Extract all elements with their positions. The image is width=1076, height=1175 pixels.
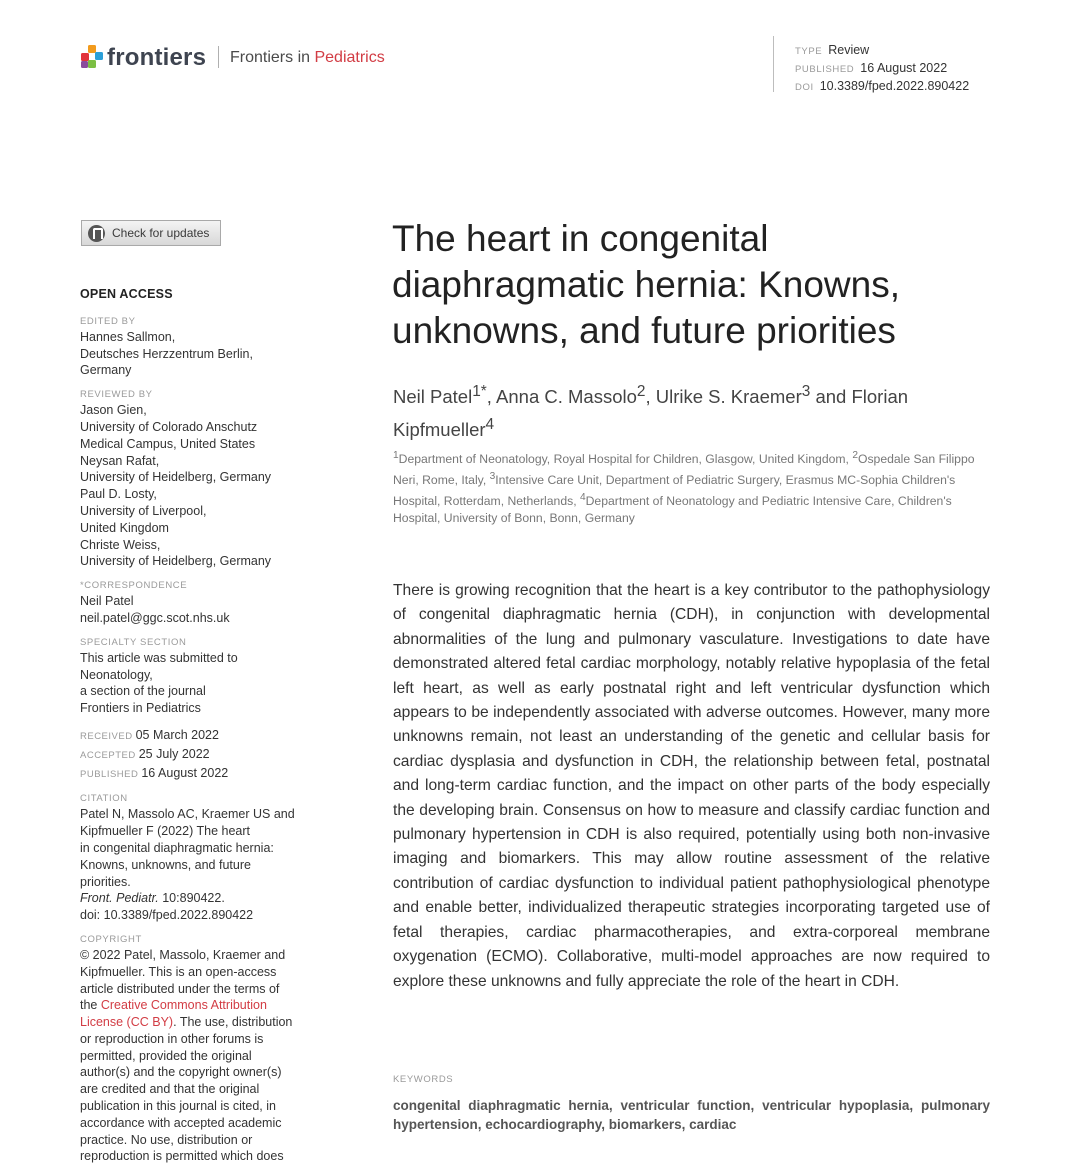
meta-published — [795, 60, 969, 78]
meta-type — [795, 42, 969, 60]
keywords: congenital diaphragmatic hernia, ventricular function, ventricular hypoplasia, pulmonary hypertension, echocardiography, biomarkers, cardiac — [393, 1098, 990, 1132]
affiliation-text: Department of Neonatology and Pediatric Intensive Care, Children's Hospital, University of Bonn, Bonn, Germany — [393, 494, 952, 526]
cc-license-link[interactable]: Creative Commons Attribution — [100, 998, 267, 1013]
specialty-section-block — [80, 650, 320, 717]
brand-name: frontiers — [107, 44, 207, 71]
sidebar-line: University of Heidelberg, Germany — [80, 470, 272, 485]
sidebar-line: are credited and that the original — [80, 1082, 260, 1097]
edited-by-label: EDITED BY — [80, 315, 136, 327]
article-title: The heart in congenital diaphragmatic hernia: Knowns, unknowns, and future priorities — [392, 218, 901, 351]
affiliation-text: Department of Neonatology, Royal Hospital for Children, Glasgow, United Kingdom, — [398, 452, 853, 467]
sidebar-line: Kipfmueller. This is an open-access — [80, 964, 277, 979]
abstract: There is growing recognition that the heart is a key contributor to the pathophysiology of congenital diaphragmatic hernia (CDH), in conjunction with developmental abnormalities of the lung and pulmonary vasculature. Investigations to date have demonstrated altered fetal cardiac morphology, notably relative hypoplasia of the fetal left heart, as well as early postnatal right and left ventricular dysfunction which appears to be independently associated with adverse outcomes. However, many more unknowns remain, not least an understanding of the genetic and cellular basis for cardiac dysplasia and dysfunction in CDH, the relationship between fetal, postnatal and long-term cardiac function, and the impact on other parts of the body especially the developing brain. Consensus on how to measure and classify cardiac function and pulmonary hypertension in CDH is also required, potentially using both non-invasive imaging and biomarkers. This may allow routine assessment of the relative contribution of cardiac dysfunction to individual patient pathophysiological phenotype and enable better, individualized therapeutic strategies incorporating targeted use of fetal therapies, cardiac pharmacotherapies, and extra-corporeal membrane oxygenation (ECMO). Collaborative, multi-model approaches are now required to explore these unknowns and fully appreciate the role of the heart in CDH. — [393, 582, 990, 990]
keywords-label: KEYWORDS — [393, 1074, 454, 1085]
sidebar-line: University of Heidelberg, Germany — [80, 554, 272, 569]
sidebar-line: practice. No use, distribution or — [80, 1132, 253, 1147]
journal-name — [230, 49, 385, 67]
affiliation-text: Intensive Care Unit, Department of Pediatric Surgery, Erasmus MC-Sophia Children's Hospital, Rotterdam, Netherlands, — [393, 473, 956, 509]
sidebar-line: priorities. — [80, 874, 131, 889]
article-meta — [795, 42, 969, 96]
copyright-block — [80, 947, 320, 1165]
meta-label: DOI — [795, 82, 814, 93]
bookmark-icon — [88, 225, 105, 242]
date-value: 05 March 2022 — [135, 727, 219, 742]
sidebar-line: Christe Weiss, — [80, 537, 161, 552]
meta-label: TYPE — [795, 46, 823, 57]
citation-journal-line — [80, 890, 320, 907]
sidebar-line: Paul D. Losty, — [80, 487, 157, 502]
reviewed-by-label: REVIEWED BY — [80, 389, 153, 401]
sidebar-line: © 2022 Patel, Massolo, Kraemer and — [80, 947, 286, 962]
meta-doi — [795, 78, 969, 96]
sidebar-line: Neysan Rafat, — [80, 453, 160, 468]
dates-block — [80, 727, 320, 783]
sidebar-line: Neonatology, — [80, 667, 153, 682]
reviewed-by-block — [80, 402, 320, 570]
check-for-updates-label: Check for updates — [112, 226, 210, 240]
correspondence-label: *CORRESPONDENCE — [80, 580, 188, 592]
sidebar-line: Medical Campus, United States — [80, 436, 256, 451]
sidebar-line: accordance with accepted academic — [80, 1115, 282, 1130]
author-affiliation-mark: 3 — [801, 383, 811, 400]
meta-label: PUBLISHED — [795, 64, 855, 75]
sidebar-line: Kipfmueller F (2022) The heart — [80, 824, 250, 839]
author-affiliation-mark: 4 — [485, 416, 495, 434]
sidebar-line: reproduction is permitted which does — [80, 1149, 284, 1164]
affiliation-mark: 1 — [393, 450, 399, 461]
author-name[interactable]: Ulrike S. Kraemer — [655, 386, 802, 408]
author-and: and — [810, 386, 852, 408]
sidebar-line: or reproduction in other forums is — [80, 1031, 264, 1046]
affiliations — [393, 447, 993, 527]
copyright-label: COPYRIGHT — [80, 933, 142, 945]
affiliation-text: Ospedale San Filippo Neri, Rome, Italy, — [393, 452, 975, 488]
date-label: PUBLISHED — [80, 768, 139, 780]
cc-license-link-cont[interactable]: License (CC BY) — [80, 1015, 174, 1030]
author-name[interactable]: Florian Kipfmueller — [393, 386, 909, 441]
license-prefix: the — [80, 998, 101, 1013]
sidebar-line: University of Colorado Anschutz — [80, 419, 258, 434]
check-for-updates-button[interactable] — [81, 220, 221, 246]
sidebar-line: Patel N, Massolo AC, Kraemer US and — [80, 807, 295, 822]
edited-by-block — [80, 329, 320, 379]
sidebar-line: United Kingdom — [80, 520, 169, 535]
sidebar-line: Germany — [80, 363, 132, 378]
sidebar — [80, 286, 320, 1165]
logo-divider — [218, 46, 219, 68]
citation-journal: Front. Pediatr. — [80, 891, 159, 906]
author-separator: , — [486, 386, 497, 408]
meta-value: 16 August 2022 — [860, 61, 948, 75]
citation-block — [80, 806, 320, 924]
author-affiliation-mark: 2 — [636, 383, 646, 400]
date-label: RECEIVED — [80, 730, 133, 742]
meta-doi-link[interactable]: 10.3389/fped.2022.890422 — [819, 79, 970, 93]
frontiers-logo[interactable] — [80, 44, 410, 74]
date-value: 25 July 2022 — [138, 746, 210, 761]
author-affiliation-mark: 1* — [472, 383, 487, 400]
correspondence-block — [80, 593, 320, 627]
specialty-section-label: SPECIALTY SECTION — [80, 636, 187, 648]
author-list — [393, 378, 993, 444]
affiliation-mark: 3 — [489, 471, 496, 483]
sidebar-line: in congenital diaphragmatic hernia: — [80, 840, 274, 855]
citation-doi-link[interactable]: doi: 10.3389/fped.2022.890422 — [80, 908, 254, 923]
meta-divider — [773, 36, 774, 92]
sidebar-line: article distributed under the terms of — [80, 981, 280, 996]
author-name[interactable]: Anna C. Massolo — [496, 386, 637, 408]
author-separator: , — [645, 386, 656, 408]
open-access-heading: OPEN ACCESS — [80, 287, 173, 301]
sidebar-line: Deutsches Herzzentrum Berlin, — [80, 346, 253, 361]
sidebar-line: University of Liverpool, — [80, 503, 207, 518]
sidebar-line: permitted, provided the original — [80, 1048, 252, 1063]
date-value: 16 August 2022 — [141, 765, 229, 780]
date-label: ACCEPTED — [80, 749, 136, 761]
received-date — [80, 727, 320, 746]
license-line — [80, 997, 320, 1014]
journal-name-accent: Pediatrics — [314, 49, 385, 66]
published-date — [80, 765, 320, 784]
sidebar-line: publication in this journal is cited, in — [80, 1099, 276, 1114]
frontiers-logo-icon — [80, 44, 104, 70]
affiliation-mark: 4 — [579, 492, 586, 504]
accepted-date — [80, 746, 320, 765]
sidebar-line: author(s) and the copyright owner(s) — [80, 1065, 282, 1080]
correspondence-name: Neil Patel — [80, 594, 134, 609]
citation-volume: 10:890422. — [162, 891, 225, 906]
sidebar-line: This article was submitted to — [80, 650, 238, 665]
license-suffix: . The use, distribution — [173, 1015, 293, 1030]
journal-name-prefix: Frontiers in — [230, 49, 315, 66]
sidebar-line: Knowns, unknowns, and future — [80, 857, 251, 872]
license-line — [80, 1014, 320, 1031]
author-name[interactable]: Neil Patel — [393, 386, 473, 408]
meta-value: Review — [828, 43, 870, 57]
sidebar-line: Frontiers in Pediatrics — [80, 701, 201, 716]
citation-label: CITATION — [80, 793, 128, 805]
correspondence-email-link[interactable]: neil.patel@ggc.scot.nhs.uk — [80, 610, 230, 625]
sidebar-line: a section of the journal — [80, 684, 206, 699]
affiliation-mark: 2 — [852, 450, 858, 461]
sidebar-line: Hannes Sallmon, — [80, 329, 176, 344]
sidebar-line: Jason Gien, — [80, 403, 147, 418]
